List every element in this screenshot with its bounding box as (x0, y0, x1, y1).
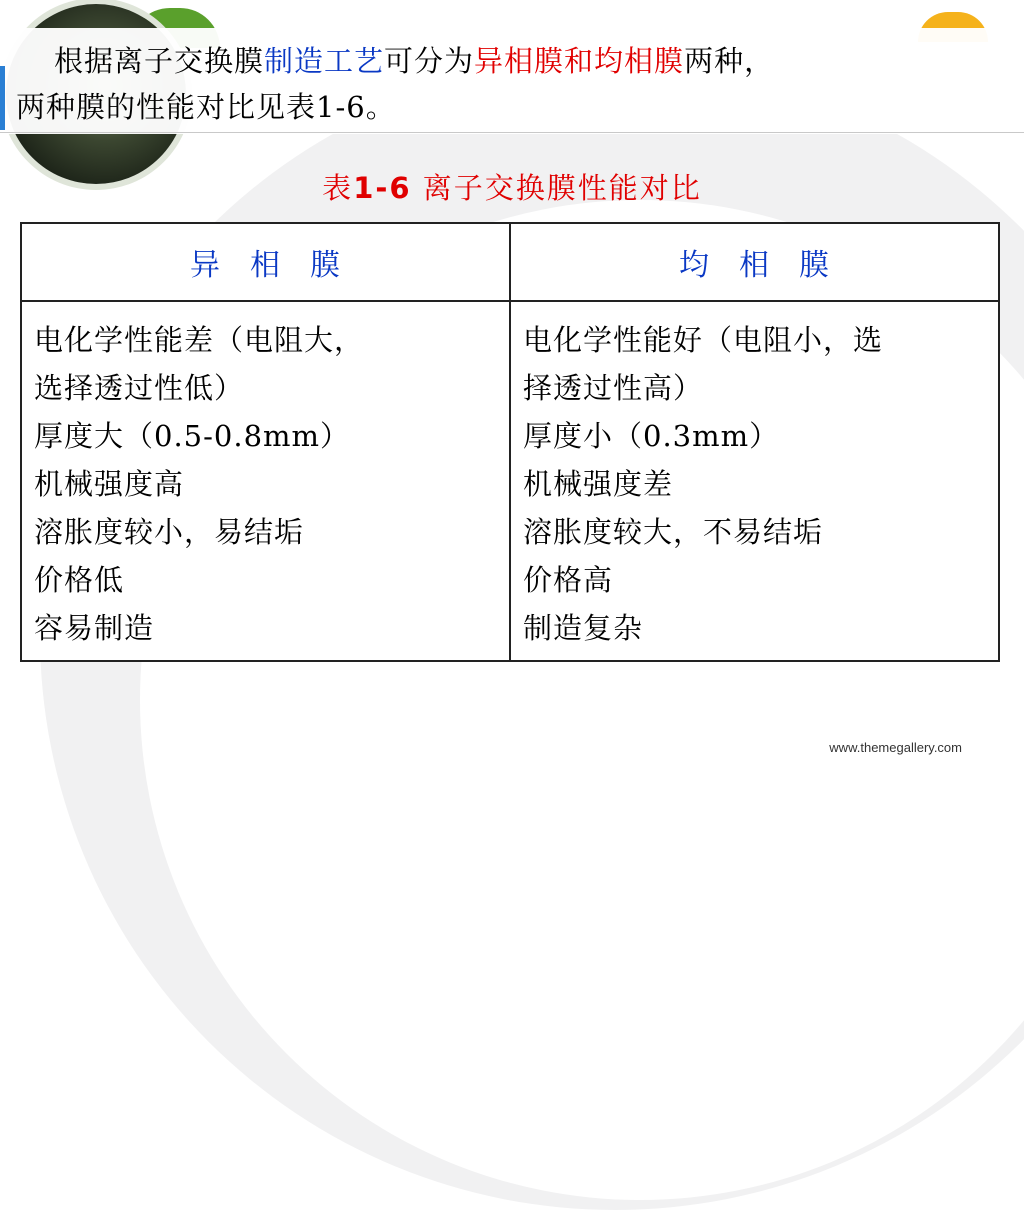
table-cell-line: 溶胀度较小，易结垢 (34, 515, 305, 549)
table-cell-line: 制造复杂 (523, 611, 644, 645)
intro-text-2: 可分为 (384, 44, 475, 78)
table-cell-line: 价格高 (523, 563, 614, 597)
left-accent-bar (0, 66, 5, 130)
intro-highlight-process: 制造工艺 (264, 44, 385, 78)
intro-highlight-membranes: 异相膜和均相膜 (474, 44, 685, 78)
footer-url: www.themegallery.com (829, 740, 962, 755)
table-cell-line: 厚度小（0.3mm） (523, 419, 780, 453)
caption-number: 1-6 (353, 171, 412, 205)
caption-label: 表 (322, 171, 354, 205)
table-cell-line: 溶胀度较大，不易结垢 (523, 515, 824, 549)
table-cell-line: 选择透过性低） (34, 371, 245, 405)
table-cell-line: 电化学性能差（电阻大， (34, 323, 365, 357)
table-caption (0, 166, 1024, 207)
homogeneous-properties-cell (510, 301, 999, 661)
table-cell-line: 厚度大（0.5-0.8mm） (34, 419, 351, 453)
table-cell-line: 择透过性高） (523, 371, 704, 405)
header-homogeneous-membrane: 均相膜 (510, 223, 999, 301)
header-divider (0, 132, 1024, 133)
heterogeneous-properties-cell (21, 301, 510, 661)
table-header-row (21, 223, 999, 301)
table-cell-line: 容易制造 (34, 611, 155, 645)
header-heterogeneous-membrane: 异相膜 (21, 223, 510, 301)
table-cell-line: 电化学性能好（电阻小，选 (523, 323, 884, 357)
table-cell-line: 价格低 (34, 563, 125, 597)
table-cell-line: 机械强度高 (34, 467, 185, 501)
table-row (21, 301, 999, 661)
intro-text-1: 根据离子交换膜 (54, 44, 265, 78)
comparison-table (20, 222, 1000, 662)
table-cell-line: 机械强度差 (523, 467, 674, 501)
intro-text-3: 两种， (684, 44, 775, 78)
intro-text-line2: 两种膜的性能对比见表1-6。 (16, 90, 396, 124)
intro-paragraph (16, 38, 1006, 130)
caption-title: 离子交换膜性能对比 (411, 171, 702, 205)
